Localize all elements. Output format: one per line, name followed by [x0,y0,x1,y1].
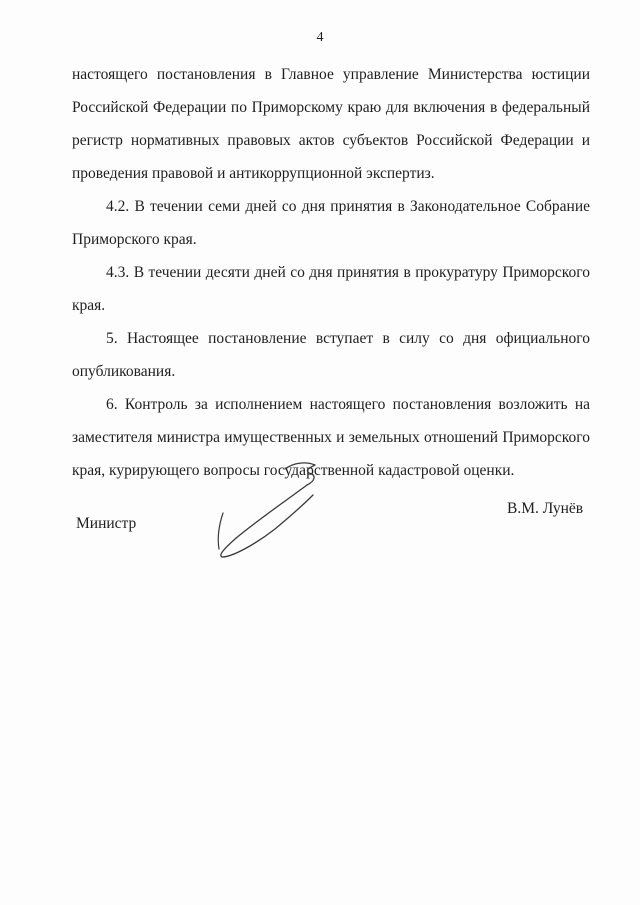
paragraph-5: 5. Настоящее постановление вступает в силу со дня официального опубликования. [72,330,590,380]
paragraph-4-3: 4.3. В течении десяти дней со дня принятия в прокуратуру Приморского края. [72,264,590,314]
paragraph-continuation: настоящего постановления в Главное управление Министерства юстиции Российской Федерации по Приморскому краю для включения в федеральный регистр нормативных правовых актов субъектов Российской Федерации и проведения правовой и антикоррупционной экспертиз. [72,66,590,182]
page-number: 4 [316,30,324,45]
paragraph-4-2: 4.2. В течении семи дней со дня принятия в Законодательное Собрание Приморского края. [72,198,590,248]
document-body [72,58,590,487]
paragraph-6: 6. Контроль за исполнением настоящего постановления возложить на заместителя министра имущественных и земельных отношений Приморского края, курирующего вопросы государственной кадастровой оценки. [72,396,590,479]
signatory-title: Министр [76,515,137,532]
handwritten-signature [205,455,340,565]
signatory-name: В.М. Лунёв [507,500,584,517]
